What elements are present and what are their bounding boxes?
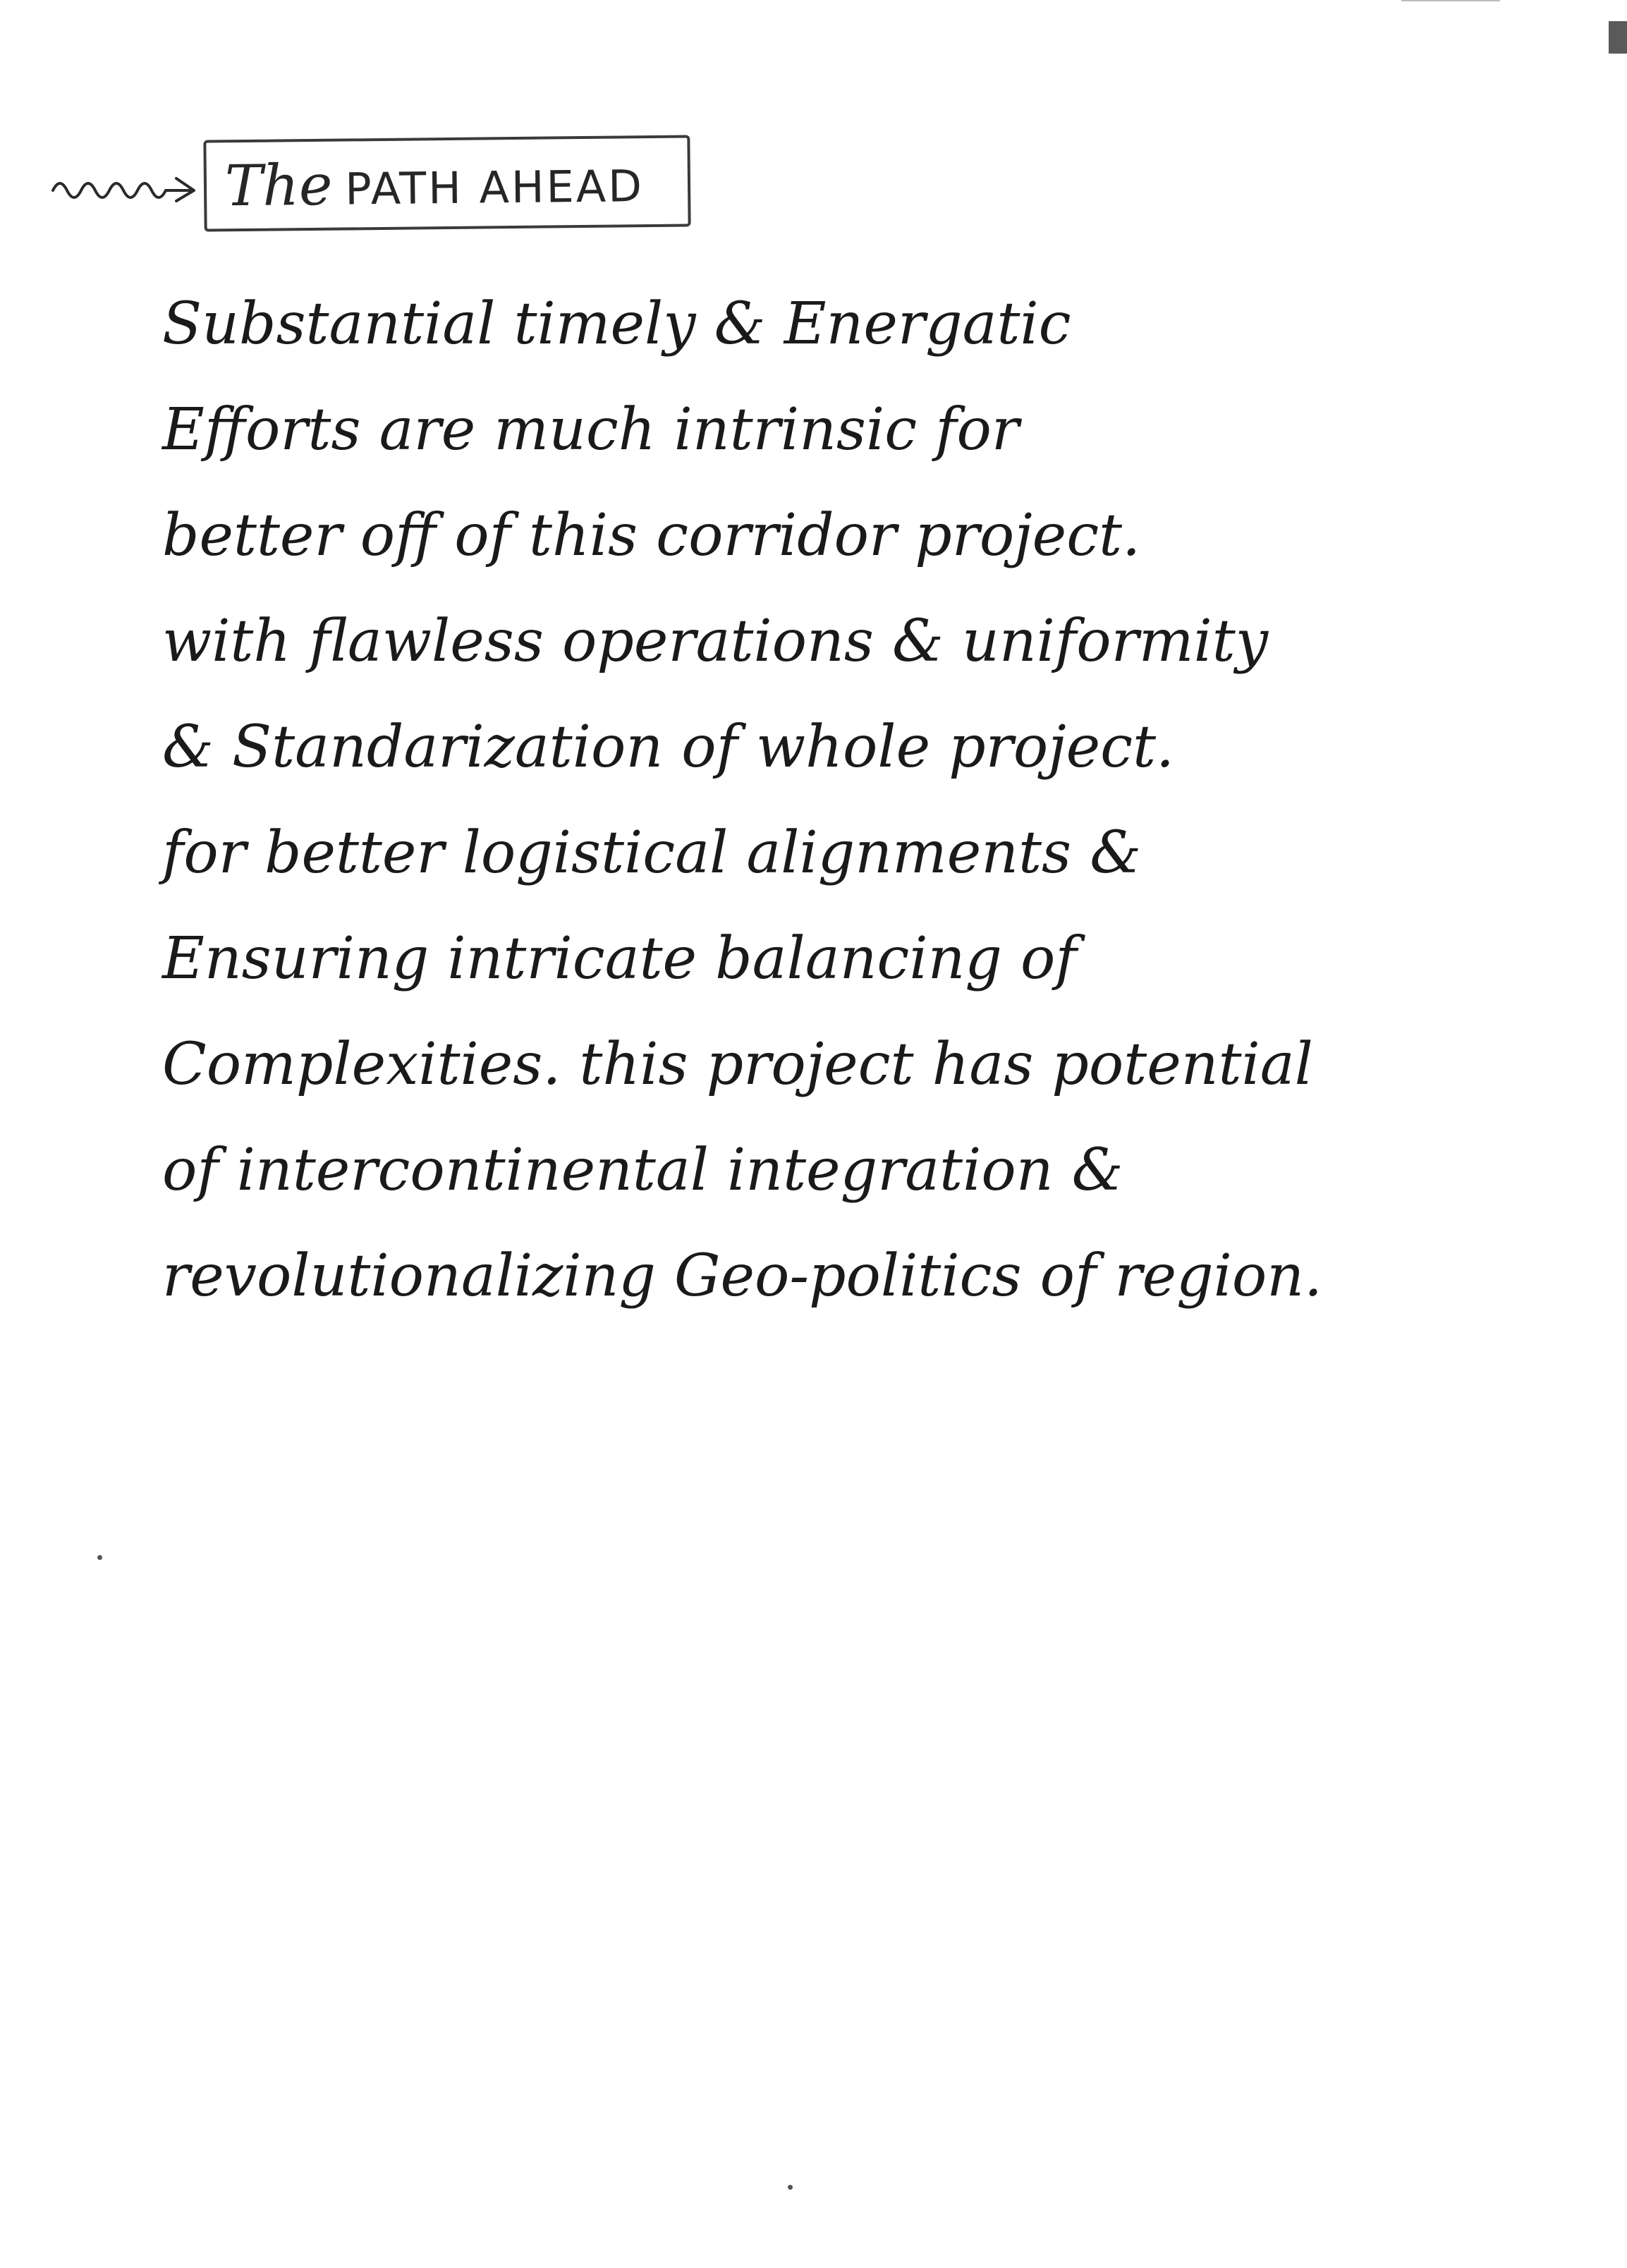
paragraph-line: of intercontinental integration &	[162, 1137, 1123, 1204]
paragraph-line: Ensuring intricate balancing of	[162, 925, 1077, 992]
heading-row	[49, 130, 690, 236]
stray-dot	[788, 2185, 793, 2190]
title-main: PATH AHEAD	[344, 159, 645, 215]
scan-corner-mark	[1609, 21, 1627, 54]
squiggle-arrow-icon	[49, 152, 201, 215]
heading-box	[203, 135, 690, 231]
paragraph-line: revolutionalizing Geo-politics of region.	[162, 1243, 1323, 1310]
paragraph-line: for better logistical alignments &	[162, 819, 1142, 886]
paragraph-line: Efforts are much intrinsic for	[162, 396, 1020, 463]
title-prefix: The	[224, 152, 333, 219]
top-edge-mark	[1401, 0, 1500, 6]
paragraph-line: better off of this corridor project.	[162, 502, 1141, 569]
handwritten-paragraph	[162, 272, 1403, 1329]
paragraph-line: Complexities. this project has potential	[162, 1031, 1313, 1098]
paragraph-line: Substantial timely & Energatic	[162, 291, 1071, 358]
paragraph-line: with flawless operations & uniformity	[162, 608, 1269, 675]
stray-dot	[97, 1555, 102, 1560]
page-title	[225, 149, 645, 219]
paragraph-line: & Standarization of whole project.	[162, 714, 1175, 781]
